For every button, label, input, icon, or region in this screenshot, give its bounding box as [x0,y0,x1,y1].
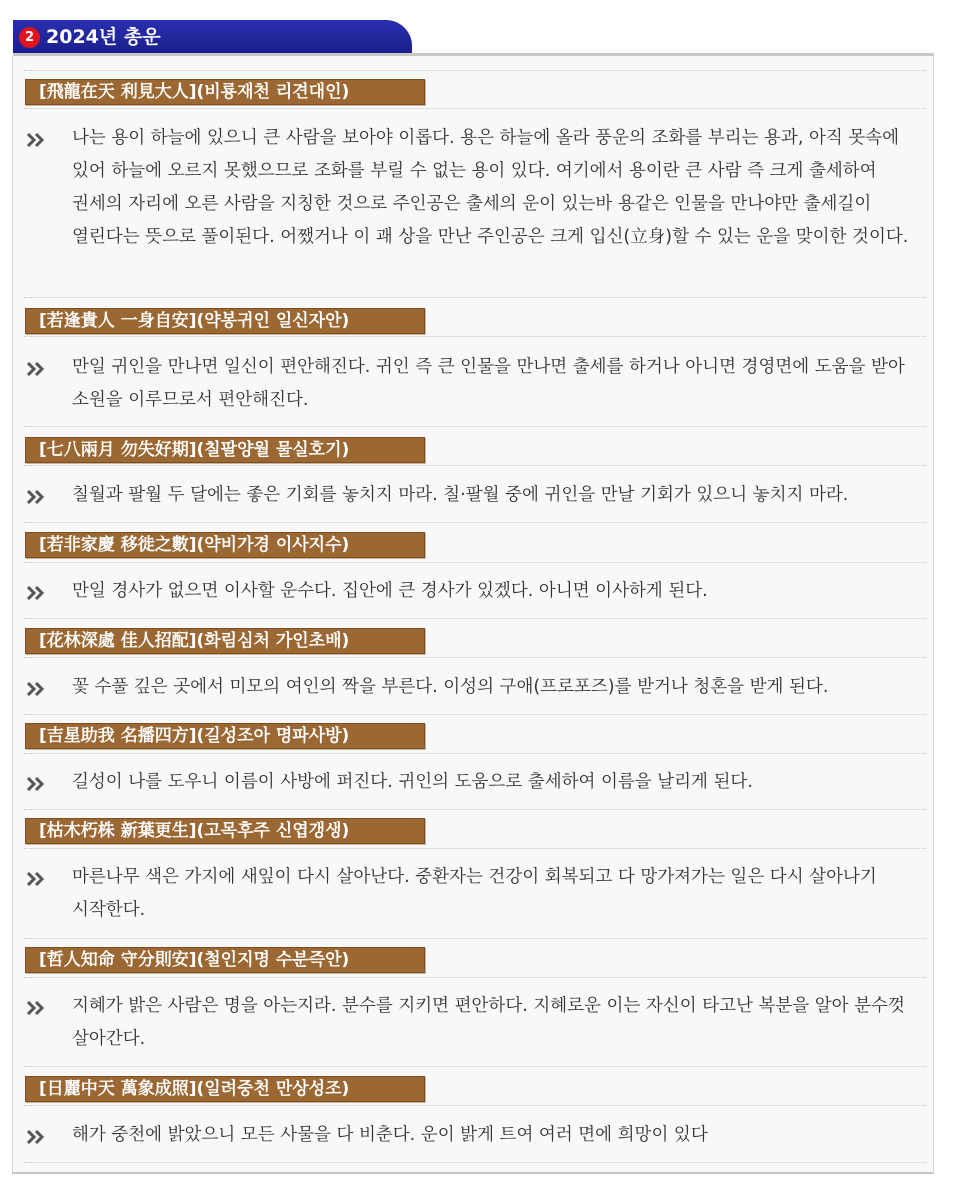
section-title: 2024년 총운 [46,26,161,48]
fortune-heading: [若逢貴人 一身自安](약봉귀인 일신자안) [25,308,425,334]
divider [24,108,926,109]
divider [24,977,926,978]
divider [24,562,926,563]
double-chevron-right-icon [27,682,49,696]
fortune-heading: [枯木朽株 新葉更生](고목후주 신엽갱생) [25,818,425,844]
fortune-text: 꽃 수풀 깊은 곳에서 미모의 여인의 짝을 부른다. 이성의 구애(프로포즈)를 받거나 청혼을 받게 된다. [72,677,829,697]
double-chevron-right-icon [27,133,49,147]
fortune-text: 만일 경사가 없으면 이사할 운수다. 집안에 큰 경사가 있겠다. 아니면 이사하게 된다. [72,581,708,601]
divider [24,465,926,466]
section-number-badge: 2 [19,27,40,48]
divider [24,1066,926,1067]
double-chevron-right-icon [27,1130,49,1144]
fortune-heading: [若非家慶 移徙之數](약비가경 이사지수) [25,532,425,558]
fortune-text: 해가 중천에 밝았으니 모든 사물을 다 비춘다. 운이 밝게 트여 여러 면에 희망이 있다 [72,1125,708,1145]
divider [24,1162,926,1163]
fortune-text: 만일 귀인을 만나면 일신이 편안해진다. 귀인 즉 큰 인물을 만나면 출세를 하거나 아니면 경영면에 도움을 받아 소원을 이루므로서 편안해진다. [72,357,905,410]
double-chevron-right-icon [27,586,49,600]
double-chevron-right-icon [27,490,49,504]
divider [24,336,926,337]
divider [24,618,926,619]
divider [24,848,926,849]
fortune-text: 나는 용이 하늘에 있으니 큰 사람을 보아야 이롭다. 용은 하늘에 올라 풍운의 조화를 부리는 용과, 아직 못속에 있어 하늘에 오르지 못했으므로 조화를 부릴 수 없는 용이 있다. 여기에서 용이란 큰 사람 즉 크게 출세하여 권세의 자리에 오른 사람을 지칭한 것으로 주인공은 출세의 운이 있는바 용같은 인물을 만나야만 출세길이 열린다는 뜻으로 풀이된다. 어쨌거나 이 괘 상을 만난 주인공은 크게 입신(立身)할 수 있는 운을 맞이한 것이다. [72,128,909,247]
fortune-heading: [哲人知命 守分則安](철인지명 수분즉안) [25,947,425,973]
divider [24,714,926,715]
fortune-text: 칠월과 팔월 두 달에는 좋은 기회를 놓치지 마라. 칠·팔월 중에 귀인을 만날 기회가 있으니 놓치지 마라. [72,485,849,505]
fortune-text: 지혜가 밝은 사람은 명을 아는지라. 분수를 지키면 편안하다. 지혜로운 이는 자신이 타고난 복분을 알아 분수껏 살아간다. [72,996,905,1049]
fortune-text: 길성이 나를 도우니 이름이 사방에 퍼진다. 귀인의 도움으로 출세하여 이름을 날리게 된다. [72,772,753,792]
double-chevron-right-icon [27,1001,49,1015]
divider [24,1105,926,1106]
fortune-text: 마른나무 색은 가지에 새잎이 다시 살아난다. 중환자는 건강이 회복되고 다 망가져가는 일은 다시 살아나기 시작한다. [72,867,877,920]
fortune-heading: [日麗中天 萬象成照](일려중천 만상성조) [25,1076,425,1102]
fortune-heading: [飛龍在天 利見大人](비룡재천 리견대인) [25,79,425,105]
divider [24,938,926,939]
divider [24,426,926,427]
double-chevron-right-icon [27,777,49,791]
divider [24,657,926,658]
divider [24,753,926,754]
double-chevron-right-icon [27,872,49,886]
section-header [13,20,412,53]
divider [24,297,926,298]
fortune-heading: [吉星助我 名播四方](길성조아 명파사방) [25,723,425,749]
divider [24,70,926,71]
divider [24,522,926,523]
fortune-heading: [花林深處 佳人招配](화림심처 가인초배) [25,628,425,654]
divider [24,809,926,810]
double-chevron-right-icon [27,362,49,376]
fortune-heading: [七八兩月 勿失好期](칠팔양월 물실호기) [25,437,425,463]
